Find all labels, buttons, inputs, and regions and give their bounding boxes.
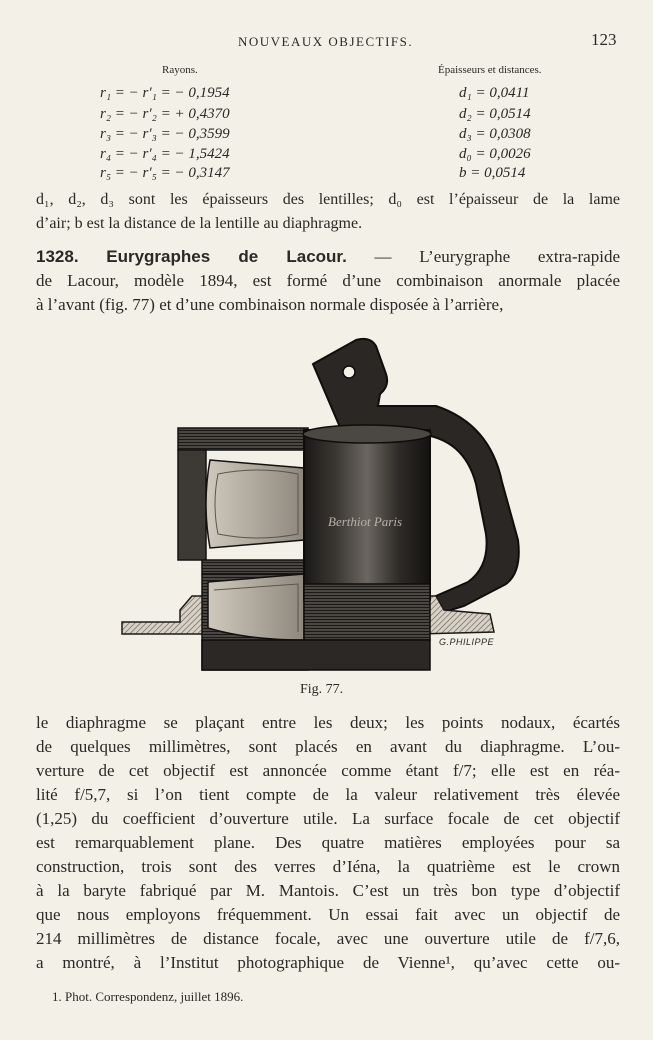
rayons-heading: Rayons. bbox=[162, 64, 198, 76]
engraving-text: Berthiot Paris bbox=[328, 514, 403, 529]
page-header bbox=[0, 30, 653, 54]
text-line: 214 millimètres de distance focale, avec une ouverture utile de f/7,6, bbox=[36, 929, 620, 948]
thickness-heading: Épaisseurs et distances. bbox=[438, 64, 542, 76]
section-text: — L’eurygraphe extra-rapide bbox=[374, 247, 620, 266]
distance-row: d₃ = 0,0308 bbox=[459, 126, 531, 142]
section-paragraph bbox=[36, 245, 620, 317]
running-title: NOUVEAUX OBJECTIFS. bbox=[238, 34, 414, 49]
text-line: (1,25) du coefficient d’ouverture utile. La surface focale de cet objectif bbox=[36, 809, 620, 828]
text-line: à la baryte fabriqué par M. Mantois. C’est un très bon type d’objectif bbox=[36, 881, 620, 900]
lens-illustration bbox=[118, 334, 538, 674]
intro-paragraph bbox=[36, 188, 620, 236]
distance-row: d₂ = 0,0514 bbox=[459, 106, 531, 122]
figure-caption: Fig. 77. bbox=[300, 682, 344, 697]
text-line: construction, trois sont des verres d’Iéna, la quatrième est le crown bbox=[36, 857, 620, 876]
distance-row: d₁ = 0,0411 bbox=[459, 85, 530, 101]
text-line: d’air; b est la distance de la lentille au diaphragme. bbox=[36, 215, 363, 232]
section-first-line bbox=[36, 245, 620, 269]
text-line: lité f/5,7, si l’on tient compte de la valeur relativement très élevée bbox=[36, 785, 620, 804]
radius-row: r₅ = − r′₅ = − 0,3147 bbox=[100, 165, 230, 181]
engraver-signature: G.PHILIPPE bbox=[439, 637, 495, 647]
radius-row: r₁ = − r′₁ = − 0,1954 bbox=[100, 85, 230, 101]
section-number: 1328. bbox=[36, 247, 79, 266]
text-line: de quelques millimètres, sont placés en avant du diaphragme. L’ou- bbox=[36, 737, 620, 756]
text-line: le diaphragme se plaçant entre les deux; les points nodaux, écartés bbox=[36, 713, 620, 732]
body-paragraph bbox=[36, 711, 620, 975]
page-number: 123 bbox=[591, 30, 617, 49]
text-line: de Lacour, modèle 1894, est formé d’une combinaison anormale placée bbox=[36, 271, 620, 290]
radius-row: r₃ = − r′₃ = − 0,3599 bbox=[100, 126, 230, 142]
distance-row: d₀ = 0,0026 bbox=[459, 146, 531, 162]
footnote: 1. Phot. Correspondenz, juillet 1896. bbox=[52, 989, 244, 1004]
text-line: est remarquablement plane. Des quatre matières employées pour sa bbox=[36, 833, 620, 852]
text-line: d₁, d₂, d₃ sont les épaisseurs des lentilles; d₀ est l’épaisseur de la lame bbox=[36, 191, 620, 208]
text-line: a montré, à l’Institut photographique de Vienne¹, qu’avec cette ou- bbox=[36, 953, 620, 972]
text-line: verture de cet objectif est annoncée comme étant f/7; elle est en réa- bbox=[36, 761, 620, 780]
distance-row: b = 0,0514 bbox=[459, 165, 526, 181]
radius-row: r₂ = − r′₂ = + 0,4370 bbox=[100, 106, 230, 122]
radius-row: r₄ = − r′₄ = − 1,5424 bbox=[100, 146, 230, 162]
text-line: à l’avant (fig. 77) et d’une combinaison normale disposée à l’arrière, bbox=[36, 295, 504, 314]
section-title: Eurygraphes de Lacour. bbox=[106, 247, 347, 266]
text-line: que nous employons fréquemment. Un essai fait avec un objectif de bbox=[36, 905, 620, 924]
